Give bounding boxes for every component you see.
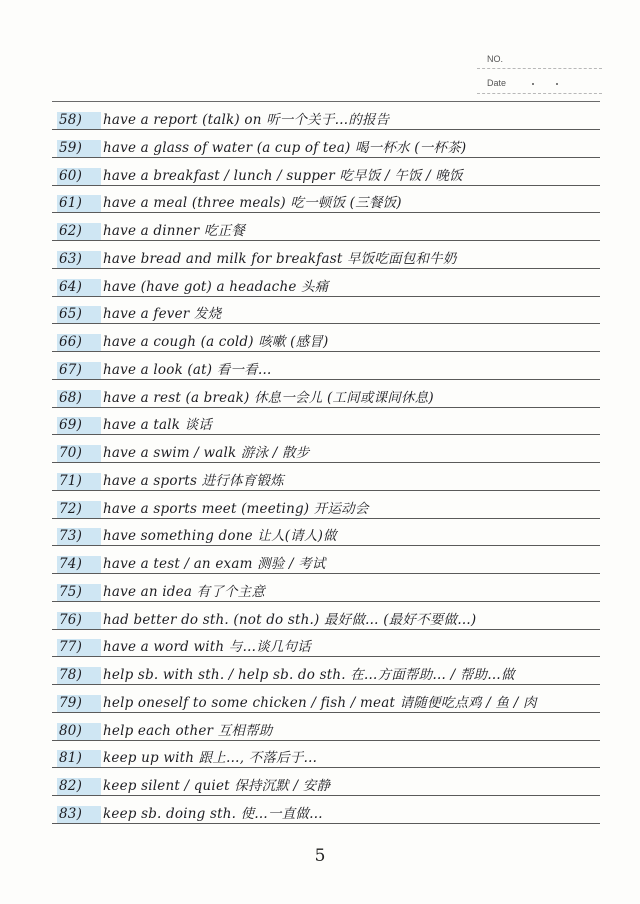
entry-number: 83) <box>57 806 101 823</box>
entry-number: 80) <box>57 723 101 740</box>
list-item <box>57 186 597 212</box>
ruled-line <box>52 434 600 435</box>
ruled-line <box>52 545 600 546</box>
entry-text: help oneself to some chicken / fish / meat 请随便吃点鸡 / 鱼 / 肉 <box>103 695 537 711</box>
entry-text: have a cough (a cold) 咳嗽 (感冒) <box>103 334 329 350</box>
list-item <box>57 575 597 601</box>
ruled-line <box>52 323 600 324</box>
list-item <box>57 464 597 490</box>
entry-text: have a swim / walk 游泳 / 散步 <box>103 445 310 461</box>
list-item <box>57 686 597 712</box>
entry-text: have a report (talk) on 听一个关于…的报告 <box>103 112 390 128</box>
ruled-line <box>52 684 600 685</box>
list-item <box>57 297 597 323</box>
ruled-line <box>52 157 600 158</box>
ruled-line <box>52 656 600 657</box>
entry-text: have (have got) a headache 头痛 <box>103 279 329 295</box>
entry-number: 66) <box>57 334 101 351</box>
list-item <box>57 159 597 185</box>
entry-number: 58) <box>57 112 101 129</box>
list-item <box>57 492 597 518</box>
list-item <box>57 131 597 157</box>
ruled-line <box>52 240 600 241</box>
entry-number: 61) <box>57 195 101 212</box>
list-item <box>57 797 597 823</box>
entry-text: have a talk 谈话 <box>103 417 213 433</box>
ruled-line <box>52 351 600 352</box>
entry-text: have a glass of water (a cup of tea) 喝一杯水 (一杯茶) <box>103 140 467 156</box>
ruled-line <box>52 212 600 213</box>
entry-text: have a sports 进行体育锻炼 <box>103 473 284 489</box>
ruled-line <box>52 129 600 130</box>
entry-text: have a meal (three meals) 吃一顿饭 (三餐饭) <box>103 195 402 211</box>
ruled-line <box>52 379 600 380</box>
entry-number: 70) <box>57 445 101 462</box>
entry-text: have something done 让人(请人)做 <box>103 528 337 544</box>
list-item <box>57 519 597 545</box>
entry-text: have a fever 发烧 <box>103 306 222 322</box>
entry-number: 69) <box>57 417 101 434</box>
page-number: 5 <box>314 846 326 866</box>
list-item <box>57 242 597 268</box>
list-item <box>57 381 597 407</box>
entry-text: have an idea 有了个主意 <box>103 584 266 600</box>
entry-number: 63) <box>57 251 101 268</box>
entry-number: 72) <box>57 501 101 518</box>
entry-number: 81) <box>57 750 101 767</box>
entry-number: 75) <box>57 584 101 601</box>
entry-number: 65) <box>57 306 101 323</box>
list-item <box>57 408 597 434</box>
ruled-line <box>52 462 600 463</box>
ruled-line <box>52 767 600 768</box>
list-item <box>57 353 597 379</box>
entry-number: 60) <box>57 168 101 185</box>
entry-text: have a sports meet (meeting) 开运动会 <box>103 501 369 517</box>
list-item <box>57 603 597 629</box>
entry-text: have bread and milk for breakfast 早饭吃面包和牛奶 <box>103 251 457 267</box>
list-item <box>57 325 597 351</box>
entry-text: have a dinner 吃正餐 <box>103 223 245 239</box>
entry-text: have a rest (a break) 休息一会儿 (工间或课间休息) <box>103 390 434 406</box>
list-item <box>57 769 597 795</box>
ruled-line <box>52 823 600 824</box>
list-item <box>57 658 597 684</box>
ruled-line <box>52 573 600 574</box>
entry-text: keep up with 跟上…, 不落后于… <box>103 750 318 766</box>
entry-number: 64) <box>57 279 101 296</box>
entry-text: have a look (at) 看一看… <box>103 362 272 378</box>
entry-number: 82) <box>57 778 101 795</box>
list-item <box>57 436 597 462</box>
entry-number: 71) <box>57 473 101 490</box>
entry-text: keep sb. doing sth. 使…一直做… <box>103 806 323 822</box>
list-item <box>57 741 597 767</box>
entry-number: 67) <box>57 362 101 379</box>
list-item <box>57 714 597 740</box>
entry-text: help each other 互相帮助 <box>103 723 273 739</box>
list-item <box>57 103 597 129</box>
entry-number: 78) <box>57 667 101 684</box>
ruled-line <box>52 795 600 796</box>
entry-number: 74) <box>57 556 101 573</box>
entry-text: had better do sth. (not do sth.) 最好做… (最好不要做…) <box>103 612 477 628</box>
entry-number: 79) <box>57 695 101 712</box>
list-item <box>57 270 597 296</box>
entry-number: 68) <box>57 390 101 407</box>
entry-number: 77) <box>57 639 101 656</box>
ruled-line <box>52 601 600 602</box>
ruled-line <box>52 712 600 713</box>
entry-text: have a word with 与…谈几句话 <box>103 639 311 655</box>
no-label: NO. <box>487 54 504 64</box>
entry-text: help sb. with sth. / help sb. do sth. 在…方面帮助… / 帮助…做 <box>103 667 515 683</box>
list-item <box>57 630 597 656</box>
entry-text: have a breakfast / lunch / supper 吃早饭 / 午饭 / 晚饭 <box>103 168 463 184</box>
date-label: Date <box>487 78 507 88</box>
entry-number: 73) <box>57 528 101 545</box>
ruled-line <box>52 268 600 269</box>
entry-number: 59) <box>57 140 101 157</box>
entry-text: keep silent / quiet 保持沉默 / 安静 <box>103 778 331 794</box>
list-item <box>57 214 597 240</box>
entry-text: have a test / an exam 测验 / 考试 <box>103 556 326 572</box>
entry-number: 62) <box>57 223 101 240</box>
list-item <box>57 547 597 573</box>
ruled-line <box>52 490 600 491</box>
entry-number: 76) <box>57 612 101 629</box>
